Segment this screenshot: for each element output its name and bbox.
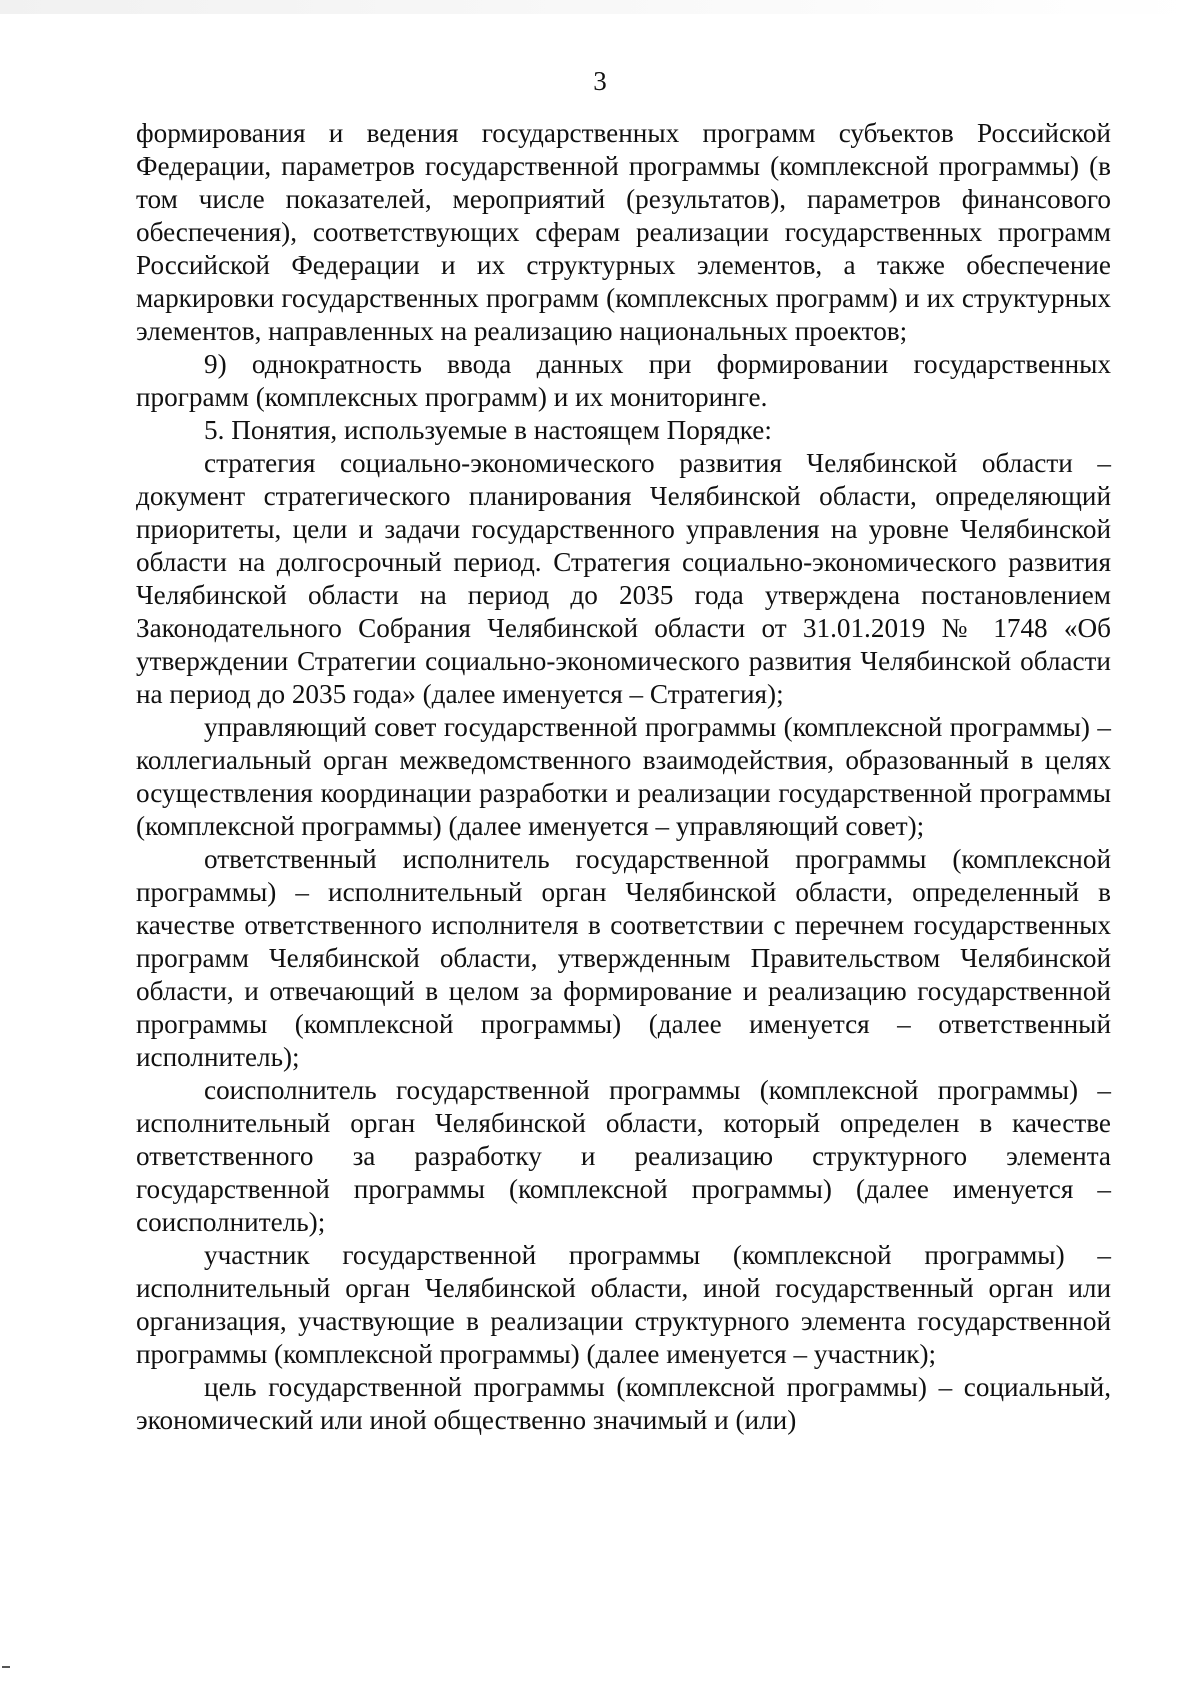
paragraph-4: стратегия социально-экономического развития Челябинской области – документ стратегического планирования Челябинской области, определяющий приоритеты, цели и задачи государственного управления на уровне Челябинской области на долгосрочный период. Стратегия социально-экономического развития Челябинской области на период до 2035 года утверждена постановлением Законодательного Собрания Челябинской области от 31.01.2019 № 1748 «Об утверждении Стратегии социально-экономического развития Челябинской области на период до 2035 года» (далее именуется – Стратегия);	[136, 448, 1111, 709]
paragraph-1: формирования и ведения государственных программ субъектов Российской Федерации, параметров государственной программы (комплексной программы) (в том числе показателей, мероприятий (результатов), параметров финансового обеспечения), соответствующих сферам реализации государственных программ Российской Федерации и их структурных элементов, а также обеспечение маркировки государственных программ (комплексных программ) и их структурных элементов, направленных на реализацию национальных проектов;	[136, 118, 1111, 346]
page-number: 3	[593, 66, 607, 96]
paragraph-8: участник государственной программы (комплексной программы) – исполнительный орган Челябинской области, иной государственный орган или организация, участвующие в реализации структурного элемента государственной программы (комплексной программы) (далее именуется – участник);	[136, 1240, 1111, 1369]
scan-margin-mark	[2, 1666, 10, 1668]
paragraph-9: цель государственной программы (комплексной программы) – социальный, экономический или иной общественно значимый и (или)	[136, 1372, 1111, 1435]
paragraph-3: 5. Понятия, используемые в настоящем Порядке:	[204, 415, 772, 445]
document-body	[136, 117, 1111, 1437]
paragraph-6: ответственный исполнитель государственной программы (комплексной программы) – исполнительный орган Челябинской области, определенный в качестве ответственного исполнителя в соответствии с перечнем государственных программ Челябинской области, утвержденным Правительством Челябинской области, и отвечающий в целом за формирование и реализацию государственной программы (комплексной программы) (далее именуется – ответственный исполнитель);	[136, 844, 1111, 1072]
paragraph-2: 9) однократность ввода данных при формировании государственных программ (комплексных программ) и их мониторинге.	[136, 349, 1111, 412]
paragraph-5: управляющий совет государственной программы (комплексной программы) – коллегиальный орган межведомственного взаимодействия, образованный в целях осуществления координации разработки и реализации государственной программы (комплексной программы) (далее именуется – управляющий совет);	[136, 712, 1111, 841]
paragraph-7: соисполнитель государственной программы (комплексной программы) – исполнительный орган Челябинской области, который определен в качестве ответственного за разработку и реализацию структурного элемента государственной программы (комплексной программы) (далее именуется – соисполнитель);	[136, 1075, 1111, 1237]
scan-top-edge	[0, 0, 1200, 14]
